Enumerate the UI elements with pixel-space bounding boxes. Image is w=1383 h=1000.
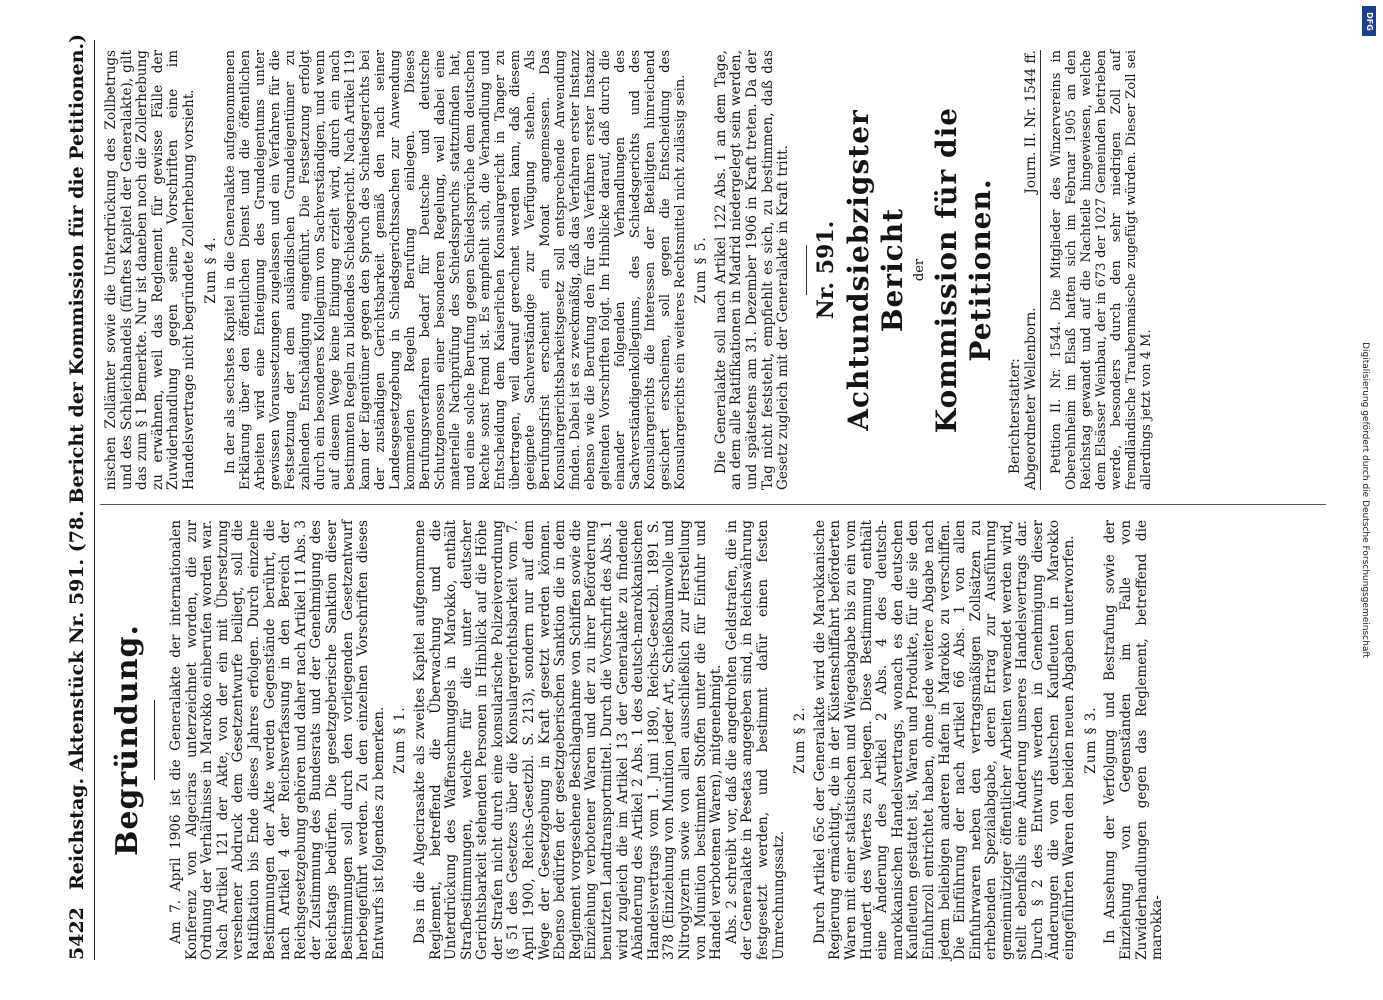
heading-section-3: Zum § 3.	[1082, 706, 1099, 774]
reporter-name: Abgeordneter Wellenborn.	[1022, 307, 1039, 490]
heading-section-4: Zum § 4.	[202, 236, 219, 304]
report-title-connector: der	[912, 258, 928, 282]
intro-paragraph: Am 7. April 1906 ist die Generalakte der internationalen Konferenz von Algeciras unterzeichnet worden, die zur Ordnung der Verhältnisse in Marokko einberufen worden war. Nach Artikel 121 der Akte, von der ein mit Übersetzung versehener Abdruck dem Gesetzentwurfe beiliegt, soll die Ratifikation bis Ende dieses Jahres erfolgen. Durch einzelne Bestimmungen der Akte werden Gegenstände berührt, die nach Artikel 4 der Reichsverfassung in den Bereich der Reichsgesetzgebung gehören und daher nach Artikel 11 Abs. 3 der Zustimmung des Bundesrats und der Genehmigung des Reichstags bedürfen. Die gesetzgeberische Sanktion dieser Bestimmungen soll durch den vorliegenden Gesetzentwurf herbeigeführt werden. Zu den einzelnen Vorschriften dieses Entwurfs ist folgendes zu bemerken.	[168, 520, 387, 960]
title-rule	[154, 700, 155, 780]
running-title: Reichstag. Aktenstück Nr. 591. (78. Bericht der Kommission für die Petitionen.)	[66, 33, 88, 890]
digitization-note: Digitalisierung gefördert durch die Deutsche Forschungsgemeinschaft	[1360, 342, 1370, 658]
commission-title: Kommission für die Petitionen.	[929, 106, 997, 434]
right-column	[104, 50, 1154, 490]
reporter-block	[1008, 50, 1041, 490]
left-column	[104, 520, 1166, 960]
section-title: Begründung.	[110, 624, 145, 856]
reporter-row	[1024, 50, 1042, 490]
page-number: 5422	[66, 907, 88, 960]
report-title: Achtundsiebzigster Bericht	[842, 109, 910, 431]
dfg-logo-text: DFG	[1364, 11, 1374, 31]
continued-paragraph: nischen Zollämter sowie die Unterdrückung des Zollbetrugs und des Schleichhandels (fünftes Kapitel der Generalakte), gilt das zum § 1 Bemerkte. Nur ist daneben noch die Zollerhebung zu erwähnen, weil das Reglement für gewisse Fälle der Zuwiderhandlung gegen seine Vorschriften eine im Handelsvertrage nicht begründete Zollerhebung vorsieht.	[103, 50, 197, 490]
document-page	[60, 33, 1330, 960]
column-divider	[100, 504, 1326, 505]
heading-section-5: Zum § 5.	[693, 236, 710, 304]
petition-paragraph: Petition II. Nr. 1544. Die Mitglieder des Winzervereins in Oberehnheim im Elsaß hatten sich im Februar 1905 an den Reichstag gewandt und auf die Nachteile hingewiesen, welche dem Elsässer Weinbau, der in 673 der 1027 Gemeinden betrieben werde, besonders durch den sehr niedrigen Zoll auf fremdländische Traubenmaische zugefügt würden. Dieser Zoll sei allerdings jetzt von 4 M.	[1049, 50, 1155, 490]
section-1-paragraph-2: Abs. 2 schreibt vor, daß die angedrohten Geldstrafen, die in der Generalakte in Pesetas angegeben sind, in Reichswährung festgesetzt werden, und bestimmt dafür einen festen Umrechnungssatz.	[723, 520, 787, 960]
document-number: Nr. 591.	[812, 220, 839, 320]
section-2-paragraph: Durch Artikel 65c der Generalakte wird die Marokkanische Regierung ermächtigt, die in der Küstenschiffahrt beförderten Waren mit einer statistischen und Wiegeabgabe bis zu ein vom Hundert des Wertes zu belegen. Diese Bestimmung enthält eine Änderung des Artikel 2 Abs. 4 des deutsch-marokkanischen Handelsvertrags, wonach es den deutschen Kaufleuten gestattet ist, Waren und Produkte, für die sie den Einfuhrzoll entrichtet haben, ohne jede weitere Abgabe nach jedem beliebigen anderen Hafen in Marokko zu verschiffen. Die Einführung der nach Artikel 66 Abs. 1 von allen Einfuhrwaren neben den vertragsmäßigen Zollsätzen zu erhebenden Spezialabgabe, deren Ertrag zur Ausführung gemeinnütziger öffentlicher Arbeiten verwendet werden wird, stellt ebenfalls eine Änderung unseres Handelsvertrags dar. Durch § 2 des Entwurfs werden in Genehmigung dieser Änderungen die von deutschen Kaufleuten in Marokko eingeführten Waren den beiden neuen Abgaben unterworfen.	[811, 520, 1078, 960]
page-header	[60, 33, 95, 960]
dfg-logo-icon	[1362, 6, 1376, 36]
reporter-label: Berichterstatter:	[1006, 358, 1023, 474]
heading-section-1: Zum § 1.	[392, 706, 409, 774]
section-4-paragraph: In der als sechstes Kapitel in die Generalakte aufgenommenen Erklärung über den öffentlichen Dienst und die öffentlichen Arbeiten wird eine Enteignung des Grundeigentums unter gewissen Voraussetzungen zugelassen und ein Verfahren für die Festsetzung der dem ausländischen Grundeigentümer zu zahlenden Entschädigung eingeführt. Die Festsetzung erfolgt durch ein besonderes Kollegium von Sachverständigen, und wenn auf diesem Wege keine Einigung erzielt wird, durch ein nach bestimmten Regeln zu bildendes Schiedsgericht. Nach Artikel 119 kann der Eigentümer gegen den Spruch des Schiedsgerichts bei der zuständigen Gerichtsbarkeit gemäß den nach seiner Landesgesetzgebung in Schiedsgerichtssachen zur Anwendung kommenden Regeln Berufung einlegen. Dieses Berufungsverfahren bedarf für Deutsche und deutsche Schutzgenossen einer besonderen Regelung, weil dabei eine materielle Nachprüfung des Schiedsspruchs stattzufinden hat, und eine solche Berufung gegen Schiedssprüche dem deutschen Rechte sonst fremd ist. Es empfiehlt sich, die Verhandlung und Entscheidung dem Kaiserlichen Konsulargericht in Tanger zu übertragen, weil darauf gerechnet werden kann, daß diesem geeignete Sachverständige zur Verfügung stehen. Als Berufungsfrist erscheint ein Monat angemessen. Das Konsulargerichtsbarkeitsgesetz soll entsprechende Anwendung finden. Dabei ist es zweckmäßig, daß das Verfahren erster Instanz ebenso wie die Berufung den für das Verfahren erster Instanz geltenden Vorschriften folgt. Im Hinblicke darauf, daß durch die einander folgenden Verhandlungen des Sachverständigenkollegiums, des Schiedsgerichts und des Konsulargerichts die Interessen der Beteiligten hinreichend gesichert erscheinen, soll gegen die Entscheidung des Konsulargerichts ein weiteres Rechtsmittel nicht zulässig sein.	[223, 50, 689, 490]
section-3-paragraph: In Ansehung der Verfolgung und Bestrafung sowie der Einziehung von Gegenständen im Falle von Zuwiderhandlungen gegen das Reglement, betreffend die marokka-	[1102, 520, 1166, 960]
heading-section-2: Zum § 2.	[792, 706, 809, 774]
section-5-paragraph: Die Generalakte soll nach Artikel 122 Abs. 1 an dem Tage, an dem alle Ratifikationen in Madrid niedergelegt sein werden, und spätestens am 31. Dezember 1906 in Kraft treten. Da der Tag nicht feststeht, empfiehlt es sich, zu bestimmen, daß das Gesetz zugleich mit der Generalakte in Kraft tritt.	[712, 50, 792, 490]
section-1-paragraph-1: Das in die Algecirasakte als zweites Kapitel aufgenommene Reglement, betreffend die Überwachung und die Unterdrückung des Waffenschmuggels in Marokko, enthält Strafbestimmungen, welche für die unter deutscher Gerichtsbarkeit stehenden Personen in Hinblick auf die Höhe der Strafen nicht durch eine konsularische Polizeiverordnung (§ 51 des Gesetzes über die Konsulargerichtsbarkeit vom 7. April 1900, Reichs-Gesetzbl. S. 213), sondern nur auf dem Wege der Gesetzgebung in Kraft gesetzt werden können. Ebenso bedürfen der gesetzgeberischen Sanktion die in dem Reglement vorgesehene Beschlagnahme von Schiffen sowie die Einziehung verbotener Waren und der zu ihrer Beförderung benutzten Landtransportmittel. Durch die Vorschrift des Abs. 1 wird zugleich die im Artikel 13 der Generalakte zu findende Abänderung des Artikel 2 Abs. 1 des deutsch-marokkanischen Handelsvertrags vom 1. Juni 1890, Reichs-Gesetzbl. 1891 S. 378 (Einziehung von Munition jeder Art, Schießbaumwolle und Nitroglyzerin sowie von allen ausschließlich zur Herstellung von Munition bestimmten Stoffen unter die für Einfuhr und Handel verbotenen Waren), mitgenehmigt.	[411, 520, 725, 960]
journal-reference: Journ. II. Nr. 1544 ff.	[1022, 50, 1039, 194]
separator-rule	[806, 245, 807, 295]
